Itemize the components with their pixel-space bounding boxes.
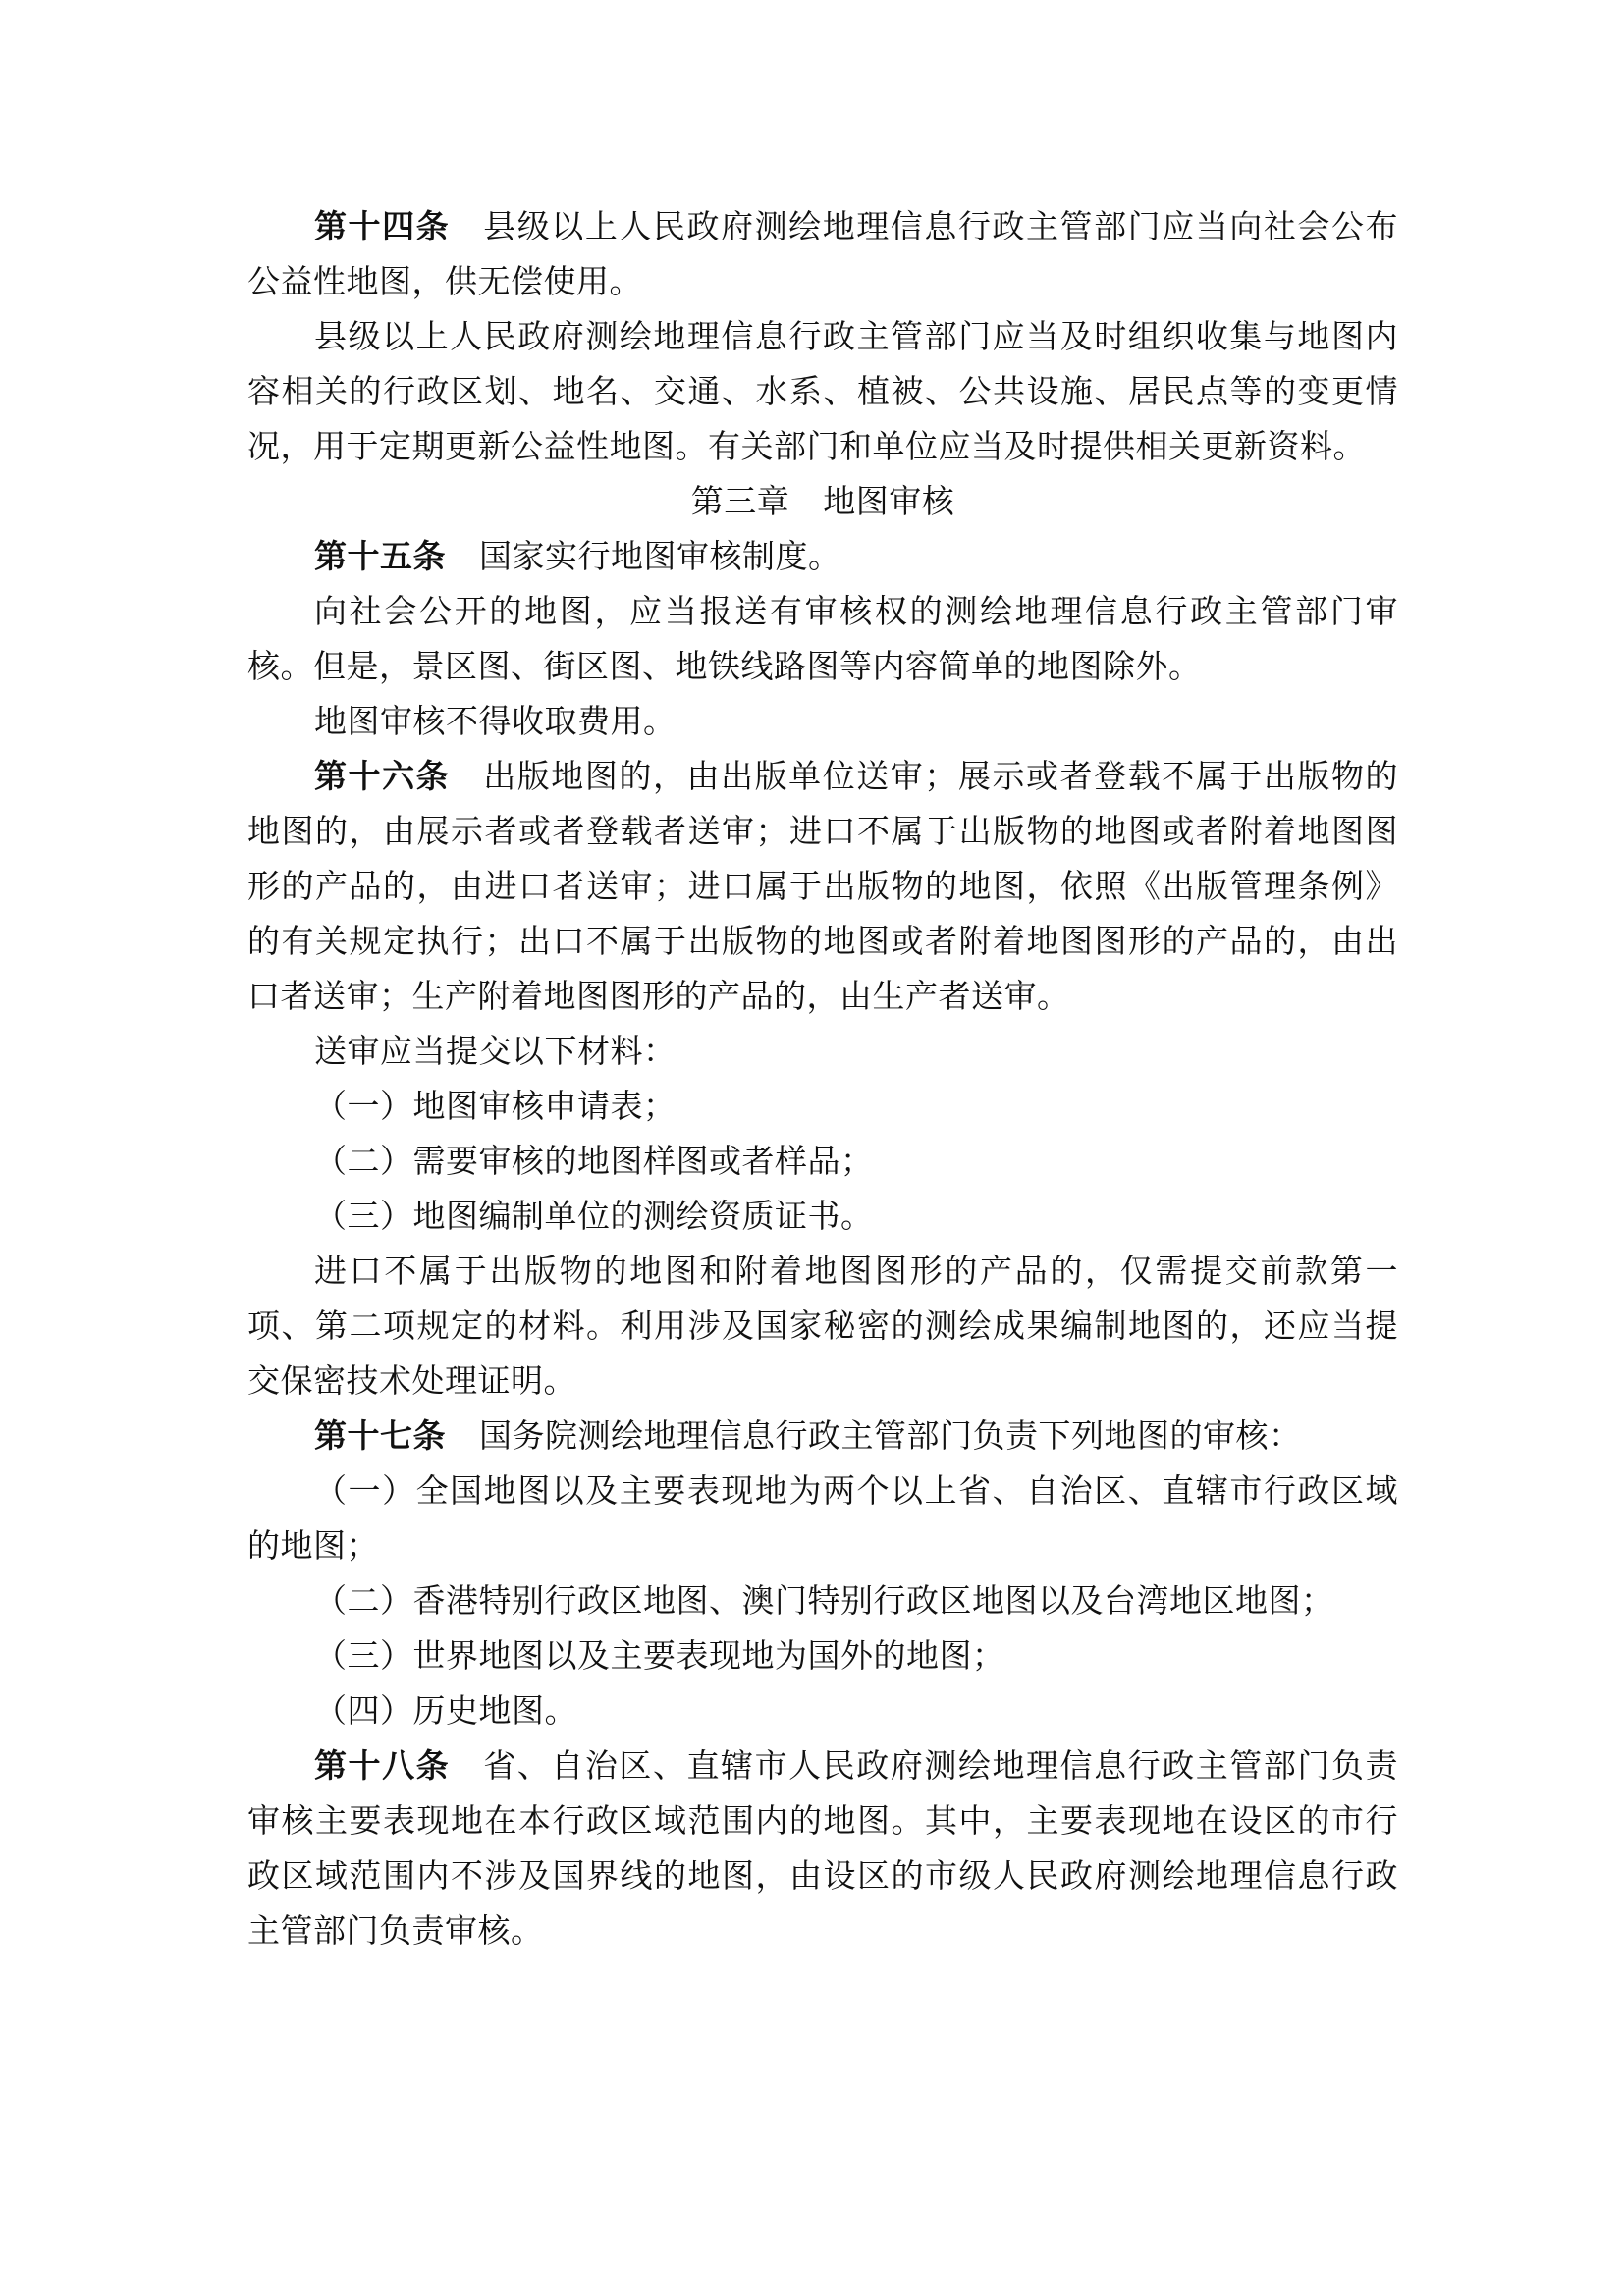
article-18-paragraph-1 (247, 1738, 1398, 1958)
article-17-item-2: （二）香港特别行政区地图、澳门特别行政区地图以及台湾地区地图； (314, 1581, 1334, 1620)
document-body (247, 199, 1398, 1958)
article-15-paragraph-3: 地图审核不得收取费用。 (314, 702, 677, 740)
article-14-paragraph-2: 县级以上人民政府测绘地理信息行政主管部门应当及时组织收集与地图内容相关的行政区划、地名、交通、水系、植被、公共设施、居民点等的变更情况，用于定期更新公益性地图。有关部门和单位应当及时提供相关更新资料。 (247, 317, 1398, 465)
chapter-title: 地图审核 (823, 482, 955, 520)
article-17-number: 第十七条 (314, 1416, 446, 1455)
article-16-paragraph-3: 进口不属于出版物的地图和附着地图图形的产品的，仅需提交前款第一项、第二项规定的材料。利用涉及国家秘密的测绘成果编制地图的，还应当提交保密技术处理证明。 (247, 1252, 1398, 1400)
article-14-text-1: 县级以上人民政府测绘地理信息行政主管部门应当向社会公布公益性地图，供无偿使用。 (247, 207, 1399, 300)
article-15-number: 第十五条 (314, 537, 446, 575)
article-18-number: 第十八条 (314, 1746, 451, 1785)
article-16-item-1: （一）地图审核申请表； (314, 1087, 677, 1125)
article-17-paragraph-1 (247, 1409, 1398, 1464)
article-16-number: 第十六条 (314, 757, 451, 795)
article-15-paragraph-2: 向社会公开的地图，应当报送有审核权的测绘地理信息行政主管部门审核。但是，景区图、街区图、地铁线路图等内容简单的地图除外。 (247, 592, 1398, 685)
article-17-item-4: （四）历史地图。 (314, 1691, 577, 1730)
article-15-paragraph-1 (247, 529, 1398, 584)
article-17-item-3: （三）世界地图以及主要表现地为国外的地图； (314, 1636, 1005, 1675)
article-16-paragraph-1 (247, 749, 1398, 1024)
article-16-text-1: 出版地图的，由出版单位送审；展示或者登载不属于出版物的地图的，由展示者或者登载者送审；进口不属于出版物的地图或者附着地图图形的产品的，由进口者送审；进口属于出版物的地图，依照《出版管理条例》的有关规定执行；出口不属于出版物的地图或者附着地图图形的产品的，由出口者送审；生产附着地图图形的产品的，由生产者送审。 (247, 757, 1399, 1015)
article-15-text-1: 国家实行地图审核制度。 (479, 537, 841, 575)
article-17-item-1: （一）全国地图以及主要表现地为两个以上省、自治区、直辖市行政区域的地图； (247, 1471, 1398, 1565)
article-14-number: 第十四条 (314, 207, 451, 245)
article-16-item-3: （三）地图编制单位的测绘资质证书。 (314, 1197, 874, 1235)
article-14-paragraph-1 (247, 199, 1398, 309)
article-17-text-1: 国务院测绘地理信息行政主管部门负责下列地图的审核： (479, 1416, 1302, 1455)
article-16-item-2: （二）需要审核的地图样图或者样品； (314, 1142, 874, 1180)
article-18-text-1: 省、自治区、直辖市人民政府测绘地理信息行政主管部门负责审核主要表现地在本行政区域范围内的地图。其中，主要表现地在设区的市行政区域范围内不涉及国界线的地图，由设区的市级人民政府测绘地理信息行政主管部门负责审核。 (247, 1746, 1399, 1949)
article-16-paragraph-2: 送审应当提交以下材料： (314, 1032, 677, 1070)
chapter-heading (247, 474, 1398, 529)
chapter-number: 第三章 (690, 482, 790, 520)
